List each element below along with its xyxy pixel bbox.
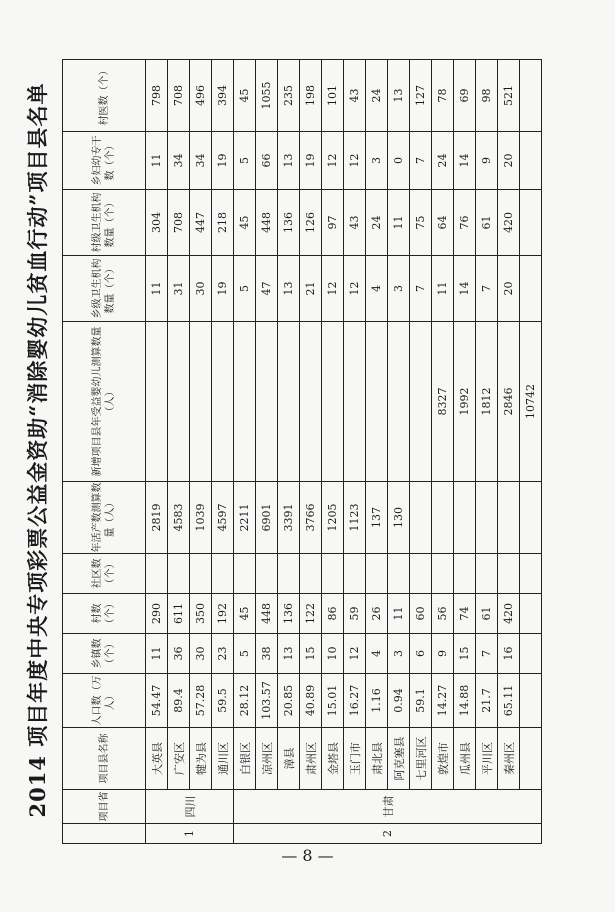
table-cell: 448 bbox=[256, 594, 278, 634]
table-cell: 10742 bbox=[520, 322, 542, 482]
table-cell: 20 bbox=[498, 132, 520, 190]
table-cell: 9 bbox=[432, 634, 454, 674]
table-cell: 57.28 bbox=[190, 674, 212, 728]
table-cell: 34 bbox=[168, 132, 190, 190]
county-name-cell: 肃州区 bbox=[300, 728, 322, 790]
table-cell: 4 bbox=[366, 256, 388, 322]
project-county-table bbox=[62, 59, 542, 844]
table-cell bbox=[520, 594, 542, 634]
table-cell: 78 bbox=[432, 60, 454, 132]
table-cell: 2211 bbox=[234, 482, 256, 554]
table-cell: 122 bbox=[300, 594, 322, 634]
table-cell: 3391 bbox=[278, 482, 300, 554]
header-cell bbox=[63, 824, 146, 844]
table-cell: 15 bbox=[454, 634, 476, 674]
table-cell: 4583 bbox=[168, 482, 190, 554]
table-cell: 7 bbox=[476, 634, 498, 674]
table-cell bbox=[146, 322, 168, 482]
table-cell bbox=[300, 322, 322, 482]
table-cell bbox=[454, 482, 476, 554]
table-cell: 521 bbox=[498, 60, 520, 132]
table-row bbox=[388, 60, 410, 844]
table-cell: 19 bbox=[300, 132, 322, 190]
table-cell: 47 bbox=[256, 256, 278, 322]
county-name-cell: 七里河区 bbox=[410, 728, 432, 790]
table-cell: 34 bbox=[190, 132, 212, 190]
table-cell: 5 bbox=[234, 132, 256, 190]
table-cell: 2819 bbox=[146, 482, 168, 554]
table-cell bbox=[168, 322, 190, 482]
table-cell: 4 bbox=[366, 634, 388, 674]
table-cell: 28.12 bbox=[234, 674, 256, 728]
table-cell: 45 bbox=[234, 60, 256, 132]
table-cell bbox=[366, 322, 388, 482]
table-cell: 2846 bbox=[498, 322, 520, 482]
table-cell: 31 bbox=[168, 256, 190, 322]
table-row bbox=[256, 60, 278, 844]
table-cell: 394 bbox=[212, 60, 234, 132]
county-name-cell: 通川区 bbox=[212, 728, 234, 790]
table-cell: 11 bbox=[432, 256, 454, 322]
table-cell bbox=[344, 322, 366, 482]
table-cell: 60 bbox=[410, 594, 432, 634]
county-name-cell: 凉州区 bbox=[256, 728, 278, 790]
header-cell: 社区数（个） bbox=[63, 554, 146, 594]
page-number: — 8 — bbox=[281, 846, 334, 865]
table-cell: 38 bbox=[256, 634, 278, 674]
table-cell bbox=[322, 322, 344, 482]
county-name-cell: 犍为县 bbox=[190, 728, 212, 790]
county-name-cell: 秦州区 bbox=[498, 728, 520, 790]
table-cell: 218 bbox=[212, 190, 234, 256]
table-cell: 54.47 bbox=[146, 674, 168, 728]
table-cell: 12 bbox=[344, 634, 366, 674]
table-cell: 23 bbox=[212, 634, 234, 674]
table-cell: 24 bbox=[366, 190, 388, 256]
county-name-cell: 玉门市 bbox=[344, 728, 366, 790]
table-cell bbox=[410, 322, 432, 482]
table-cell: 45 bbox=[234, 190, 256, 256]
table-cell: 11 bbox=[146, 634, 168, 674]
table-cell: 21.7 bbox=[476, 674, 498, 728]
table-cell: 69 bbox=[454, 60, 476, 132]
table-row bbox=[322, 60, 344, 844]
table-cell bbox=[146, 554, 168, 594]
table-cell: 66 bbox=[256, 132, 278, 190]
header-cell: 年活产数测算数量（人） bbox=[63, 482, 146, 554]
table-row bbox=[168, 60, 190, 844]
table-cell bbox=[520, 554, 542, 594]
table-cell: 14.27 bbox=[432, 674, 454, 728]
table-cell: 198 bbox=[300, 60, 322, 132]
table-cell: 19 bbox=[212, 132, 234, 190]
table-cell bbox=[520, 482, 542, 554]
table-row bbox=[476, 60, 498, 844]
table-cell: 36 bbox=[168, 634, 190, 674]
table-cell: 16 bbox=[498, 634, 520, 674]
county-name-cell: 阿克塞县 bbox=[388, 728, 410, 790]
document-title: 2014 项目年度中央专项彩票公益金资助“消除婴幼儿贫血行动”项目县名单 bbox=[25, 82, 50, 818]
table-cell bbox=[520, 634, 542, 674]
table-cell: 24 bbox=[366, 60, 388, 132]
table-cell: 11 bbox=[146, 132, 168, 190]
table-cell: 5 bbox=[234, 634, 256, 674]
table-cell: 59.1 bbox=[410, 674, 432, 728]
table-row bbox=[344, 60, 366, 844]
table-cell: 136 bbox=[278, 594, 300, 634]
table-cell: 13 bbox=[278, 132, 300, 190]
county-name-cell: 肃北县 bbox=[366, 728, 388, 790]
table-cell: 1812 bbox=[476, 322, 498, 482]
table-cell: 14 bbox=[454, 132, 476, 190]
table-cell: 3 bbox=[388, 634, 410, 674]
table-cell: 61 bbox=[476, 594, 498, 634]
table-cell bbox=[168, 554, 190, 594]
table-cell: 7 bbox=[410, 132, 432, 190]
table-cell: 137 bbox=[366, 482, 388, 554]
table-cell: 448 bbox=[256, 190, 278, 256]
table-cell: 10 bbox=[322, 634, 344, 674]
table-cell: 12 bbox=[322, 132, 344, 190]
table-cell: 3 bbox=[366, 132, 388, 190]
table-cell: 1205 bbox=[322, 482, 344, 554]
table-cell: 127 bbox=[410, 60, 432, 132]
province-number-cell: 2 bbox=[234, 824, 542, 844]
table-cell: 30 bbox=[190, 634, 212, 674]
table-cell: 9 bbox=[476, 132, 498, 190]
table-cell: 59.5 bbox=[212, 674, 234, 728]
table-cell: 12 bbox=[344, 256, 366, 322]
table-cell bbox=[476, 482, 498, 554]
table-cell: 13 bbox=[388, 60, 410, 132]
table-cell: 0 bbox=[388, 132, 410, 190]
table-cell: 11 bbox=[388, 190, 410, 256]
table-cell: 40.89 bbox=[300, 674, 322, 728]
county-name-cell: 金塔县 bbox=[322, 728, 344, 790]
header-cell: 村医数（个） bbox=[63, 60, 146, 132]
county-name-cell: 广安区 bbox=[168, 728, 190, 790]
table-cell: 126 bbox=[300, 190, 322, 256]
table-cell: 98 bbox=[476, 60, 498, 132]
table-row bbox=[432, 60, 454, 844]
table-cell: 21 bbox=[300, 256, 322, 322]
county-name-cell: 平川区 bbox=[476, 728, 498, 790]
table-row bbox=[410, 60, 432, 844]
table-cell: 86 bbox=[322, 594, 344, 634]
table-cell: 1055 bbox=[256, 60, 278, 132]
header-cell: 乡镇数（个） bbox=[63, 634, 146, 674]
table-cell: 20 bbox=[498, 256, 520, 322]
table-cell: 56 bbox=[432, 594, 454, 634]
table-cell: 8327 bbox=[432, 322, 454, 482]
table-header-row bbox=[63, 60, 146, 844]
table-cell: 798 bbox=[146, 60, 168, 132]
table-cell bbox=[454, 554, 476, 594]
header-cell: 村数（个） bbox=[63, 594, 146, 634]
table-cell: 12 bbox=[344, 132, 366, 190]
table-cell bbox=[366, 554, 388, 594]
table-cell: 30 bbox=[190, 256, 212, 322]
table-cell bbox=[190, 322, 212, 482]
table-cell bbox=[256, 322, 278, 482]
table-cell: 130 bbox=[388, 482, 410, 554]
header-cell: 乡妇幼专干数（个） bbox=[63, 132, 146, 190]
table-cell: 6901 bbox=[256, 482, 278, 554]
header-cell: 新增项目县年受益婴幼儿测算数量（人） bbox=[63, 322, 146, 482]
header-cell: 村级卫生机构数量（个） bbox=[63, 190, 146, 256]
table-cell: 11 bbox=[388, 594, 410, 634]
county-name-cell: 敦煌市 bbox=[432, 728, 454, 790]
table-cell: 235 bbox=[278, 60, 300, 132]
table-cell: 14 bbox=[454, 256, 476, 322]
table-cell bbox=[388, 322, 410, 482]
header-cell: 人口数（万人） bbox=[63, 674, 146, 728]
table-cell: 15 bbox=[300, 634, 322, 674]
table-cell: 64 bbox=[432, 190, 454, 256]
table-cell: 97 bbox=[322, 190, 344, 256]
table-cell: 7 bbox=[476, 256, 498, 322]
table-row bbox=[278, 60, 300, 844]
county-name-cell: 漳县 bbox=[278, 728, 300, 790]
table-cell: 13 bbox=[278, 256, 300, 322]
table-cell: 20.85 bbox=[278, 674, 300, 728]
table-cell bbox=[278, 554, 300, 594]
table-cell: 101 bbox=[322, 60, 344, 132]
table-cell bbox=[212, 554, 234, 594]
table-cell: 13 bbox=[278, 634, 300, 674]
table-cell bbox=[344, 554, 366, 594]
table-cell: 4597 bbox=[212, 482, 234, 554]
table-cell: 26 bbox=[366, 594, 388, 634]
county-name-cell: 白银区 bbox=[234, 728, 256, 790]
table-cell: 420 bbox=[498, 190, 520, 256]
table-row bbox=[212, 60, 234, 844]
table-cell: 420 bbox=[498, 594, 520, 634]
table-cell: 16.27 bbox=[344, 674, 366, 728]
table-cell: 24 bbox=[432, 132, 454, 190]
table-cell: 290 bbox=[146, 594, 168, 634]
table-cell: 0.94 bbox=[388, 674, 410, 728]
table-cell bbox=[520, 60, 542, 132]
table-cell: 6 bbox=[410, 634, 432, 674]
table-cell bbox=[520, 674, 542, 728]
province-name-cell: 四川 bbox=[146, 790, 234, 824]
table-row bbox=[498, 60, 520, 844]
table-cell bbox=[300, 554, 322, 594]
table-cell: 103.57 bbox=[256, 674, 278, 728]
table-cell bbox=[190, 554, 212, 594]
table-cell: 59 bbox=[344, 594, 366, 634]
province-name-cell: 甘肃 bbox=[234, 790, 542, 824]
table-cell: 43 bbox=[344, 60, 366, 132]
table-cell: 75 bbox=[410, 190, 432, 256]
table-cell bbox=[410, 482, 432, 554]
table-cell bbox=[432, 482, 454, 554]
table-cell: 19 bbox=[212, 256, 234, 322]
table-row bbox=[234, 60, 256, 844]
table-cell: 11 bbox=[146, 256, 168, 322]
table-cell: 76 bbox=[454, 190, 476, 256]
county-name-cell bbox=[520, 728, 542, 790]
table-cell bbox=[388, 554, 410, 594]
table-cell bbox=[212, 322, 234, 482]
table-cell bbox=[432, 554, 454, 594]
table-cell bbox=[234, 322, 256, 482]
table-cell bbox=[520, 132, 542, 190]
table-cell: 43 bbox=[344, 190, 366, 256]
table-cell: 447 bbox=[190, 190, 212, 256]
table-row bbox=[300, 60, 322, 844]
table-cell bbox=[520, 256, 542, 322]
table-cell bbox=[278, 322, 300, 482]
table-cell: 12 bbox=[322, 256, 344, 322]
table-cell: 350 bbox=[190, 594, 212, 634]
table-cell: 61 bbox=[476, 190, 498, 256]
table-cell: 1.16 bbox=[366, 674, 388, 728]
table-cell: 15.01 bbox=[322, 674, 344, 728]
rotated-page-content bbox=[22, 60, 542, 850]
province-number-cell: 1 bbox=[146, 824, 234, 844]
table-cell: 708 bbox=[168, 60, 190, 132]
table-cell bbox=[322, 554, 344, 594]
table-row bbox=[454, 60, 476, 844]
table-cell: 74 bbox=[454, 594, 476, 634]
table-cell bbox=[520, 190, 542, 256]
table-row bbox=[146, 60, 168, 844]
county-name-cell: 瓜州县 bbox=[454, 728, 476, 790]
table-cell: 611 bbox=[168, 594, 190, 634]
header-cell: 项目县名称 bbox=[63, 728, 146, 790]
header-cell: 乡级卫生机构数量（个） bbox=[63, 256, 146, 322]
table-cell bbox=[234, 554, 256, 594]
table-cell: 89.4 bbox=[168, 674, 190, 728]
table-cell: 5 bbox=[234, 256, 256, 322]
table-cell bbox=[498, 554, 520, 594]
table-cell: 304 bbox=[146, 190, 168, 256]
table-cell: 136 bbox=[278, 190, 300, 256]
table-cell: 3 bbox=[388, 256, 410, 322]
table-cell bbox=[256, 554, 278, 594]
table-row bbox=[366, 60, 388, 844]
table-cell: 708 bbox=[168, 190, 190, 256]
table-cell bbox=[410, 554, 432, 594]
table-cell: 14.88 bbox=[454, 674, 476, 728]
table-cell: 1039 bbox=[190, 482, 212, 554]
table-cell: 1992 bbox=[454, 322, 476, 482]
table-cell: 3766 bbox=[300, 482, 322, 554]
header-cell: 项目省 bbox=[63, 790, 146, 824]
table-cell: 65.11 bbox=[498, 674, 520, 728]
table-row bbox=[520, 60, 542, 844]
table-cell: 496 bbox=[190, 60, 212, 132]
table-cell: 1123 bbox=[344, 482, 366, 554]
table-cell: 192 bbox=[212, 594, 234, 634]
table-cell: 45 bbox=[234, 594, 256, 634]
county-name-cell: 大英县 bbox=[146, 728, 168, 790]
table-row bbox=[190, 60, 212, 844]
table-cell: 7 bbox=[410, 256, 432, 322]
table-cell bbox=[476, 554, 498, 594]
table-cell bbox=[498, 482, 520, 554]
